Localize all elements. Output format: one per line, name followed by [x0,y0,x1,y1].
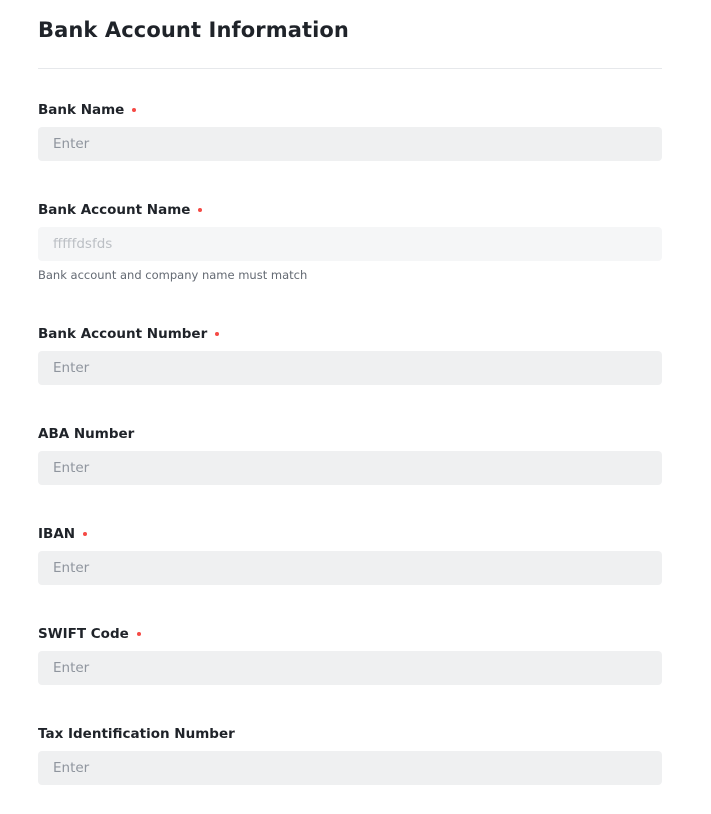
bank-account-number-label: Bank Account Number [38,326,208,342]
tax-identification-number-label: Tax Identification Number [38,726,235,742]
page-title: Bank Account Information [38,18,349,42]
field-bank-account-name [38,200,662,283]
aba-number-label: ABA Number [38,426,135,442]
required-indicator-icon [137,632,141,636]
field-bank-name [38,100,662,161]
field-label-row [38,100,662,120]
field-label-row [38,624,662,644]
bank-account-number-input[interactable] [38,351,662,385]
iban-input[interactable] [38,551,662,585]
bank-account-name-label: Bank Account Name [38,202,191,218]
required-indicator-icon [83,532,87,536]
title-divider [38,68,662,69]
bank-name-input[interactable] [38,127,662,161]
aba-number-input[interactable] [38,451,662,485]
field-label-row [38,524,662,544]
iban-label: IBAN [38,526,76,542]
bank-account-name-hint: Bank account and company name must match [38,268,308,282]
field-label-row [38,200,662,220]
field-tax-identification-number [38,724,662,785]
field-swift-code [38,624,662,685]
field-aba-number [38,424,662,485]
field-label-row [38,724,662,744]
bank-name-label: Bank Name [38,102,125,118]
bank-account-name-input [38,227,662,261]
required-indicator-icon [132,108,136,112]
tax-identification-number-input[interactable] [38,751,662,785]
required-indicator-icon [215,332,219,336]
required-indicator-icon [198,208,202,212]
swift-code-label: SWIFT Code [38,626,129,642]
field-label-row [38,324,662,344]
field-iban [38,524,662,585]
field-bank-account-number [38,324,662,385]
field-label-row [38,424,662,444]
swift-code-input[interactable] [38,651,662,685]
